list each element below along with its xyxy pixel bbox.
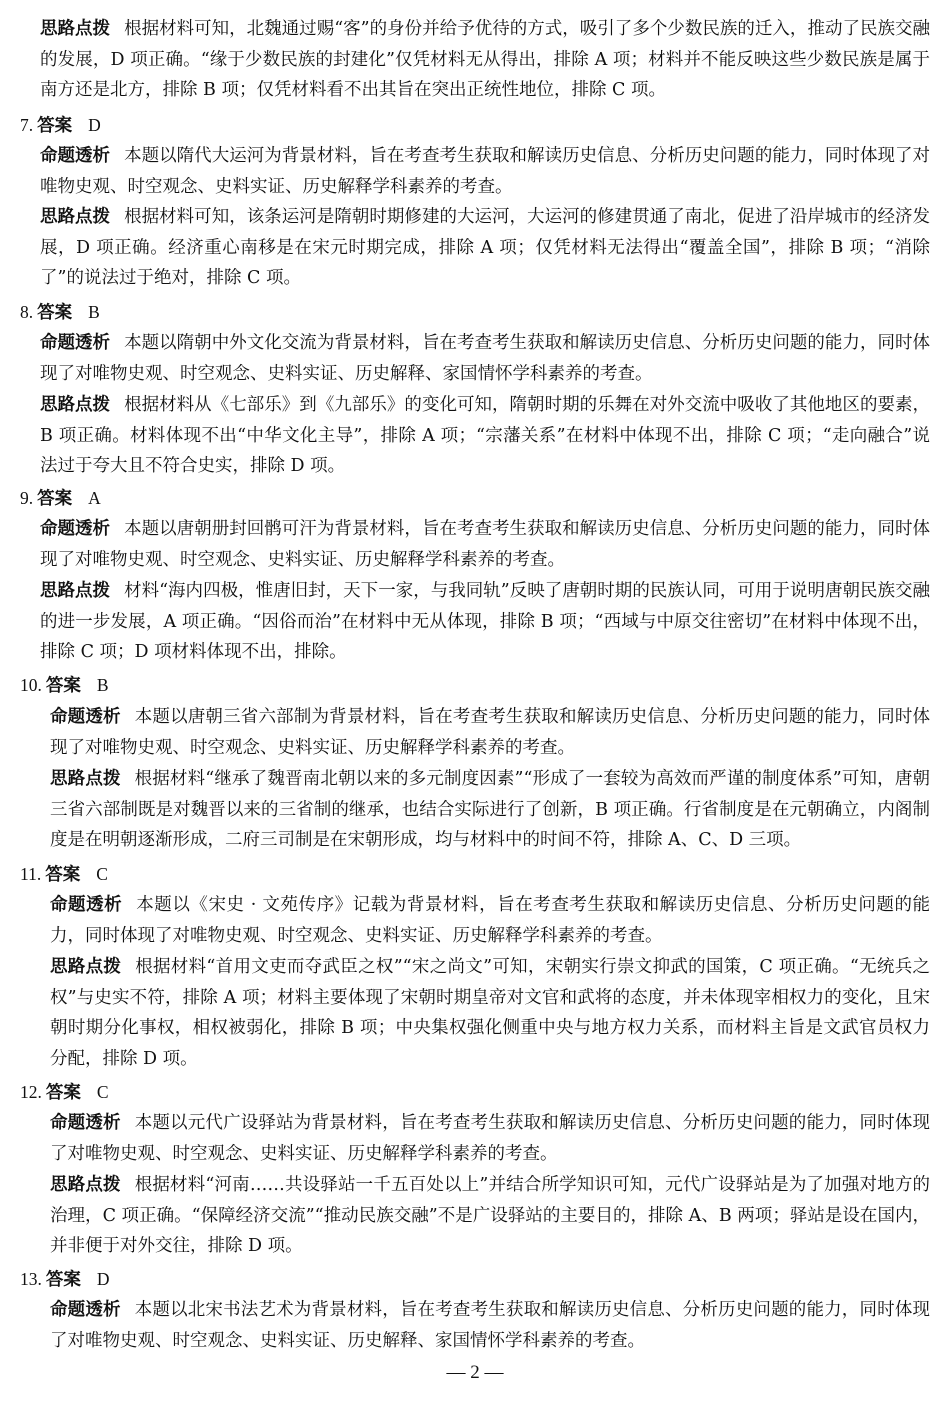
intent-text: 本题以隋朝中外文化交流为背景材料，旨在考查考生获取和解读历史信息、分析历史问题的能力，同时体现了对唯物史观、时空观念、史料实证、历史解释、家国情怀学科素养的考查。 — [40, 333, 931, 384]
question-13-intent — [50, 1295, 930, 1356]
answer-label: 答案 — [45, 1083, 81, 1103]
question-9-intent — [40, 514, 930, 575]
intent-label: 命题透析 — [50, 707, 121, 727]
answer-value: C — [96, 864, 108, 884]
reasoning-label: 思路点拨 — [40, 395, 111, 415]
reasoning-text: 材料“海内四极，惟唐旧封，天下一家，与我同轨”反映了唐朝时期的民族认同，可用于说明唐朝民族交融的进一步发展，A 项正确。“因俗而治”在材料中无从体现，排除 B 项；“西域与中原交往密切”在材料中体现不出，排除 C 项；D 项材料体现不出，排除。 — [40, 581, 931, 662]
reasoning-text: 根据材料可知，该条运河是隋朝时期修建的大运河，大运河的修建贯通了南北，促进了沿岸城市的经济发展，D 项正确。经济重心南移是在宋元时期完成，排除 A 项；仅凭材料无法得出“覆盖全国”，排除 B 项；“消除了”的说法过于绝对，排除 C 项。 — [40, 207, 931, 288]
question-7-intent — [40, 141, 930, 202]
question-number: 10. — [20, 675, 42, 695]
intent-label: 命题透析 — [40, 146, 111, 166]
question-8-header — [20, 297, 100, 328]
answer-value: D — [96, 1269, 110, 1289]
answer-value: B — [96, 675, 109, 695]
reasoning-text: 根据材料“河南……共设驿站一千五百处以上”并结合所学知识可知，元代广设驿站是为了加强对地方的治理，C 项正确。“保障经济交流”“推动民族交融”不是广设驿站的主要目的，排除 A、B 两项；驿站是设在国内，并非便于对外交往，排除 D 项。 — [50, 1175, 931, 1256]
answer-label: 答案 — [45, 865, 81, 885]
question-number: 13. — [20, 1269, 42, 1289]
question-8-intent — [40, 328, 930, 389]
question-11-header — [20, 859, 108, 890]
question-11-intent — [50, 890, 930, 951]
answer-label: 答案 — [37, 489, 73, 509]
question-number: 9. — [20, 488, 34, 508]
question-10-intent — [50, 702, 930, 763]
question-12-header — [20, 1077, 109, 1108]
intent-text: 本题以元代广设驿站为背景材料，旨在考查考生获取和解读历史信息、分析历史问题的能力，同时体现了对唯物史观、时空观念、史料实证、历史解释学科素养的考查。 — [50, 1113, 931, 1164]
intent-text: 本题以唐朝册封回鹘可汗为背景材料，旨在考查考生获取和解读历史信息、分析历史问题的能力，同时体现了对唯物史观、时空观念、史料实证、历史解释学科素养的考查。 — [40, 519, 931, 570]
answer-value: B — [88, 302, 100, 322]
intent-label: 命题透析 — [40, 333, 111, 353]
question-12-reasoning — [50, 1170, 930, 1262]
question-number: 7. — [20, 115, 34, 135]
answer-label: 答案 — [45, 676, 81, 696]
question-7-header — [20, 110, 101, 141]
question-10-header — [20, 670, 109, 701]
question-9-reasoning — [40, 576, 930, 668]
question-number: 12. — [20, 1082, 42, 1102]
intent-text: 本题以唐朝三省六部制为背景材料，旨在考查考生获取和解读历史信息、分析历史问题的能力，同时体现了对唯物史观、时空观念、史料实证、历史解释学科素养的考查。 — [50, 707, 931, 758]
answer-label: 答案 — [45, 1270, 81, 1290]
reasoning-label: 思路点拨 — [50, 1175, 121, 1195]
question-7-reasoning — [40, 202, 930, 294]
reasoning-text: 根据材料“首用文吏而夺武臣之权”“宋之尚文”可知，宋朝实行崇文抑武的国策，C 项正确。“无统兵之权”与史实不符，排除 A 项；材料主要体现了宋朝时期皇帝对文官和武将的态度，并未体现宰相权力的变化，且宋朝时期分化事权，相权被弱化，排除 B 项；中央集权强化侧重中央与地方权力关系，而材料主旨是文武官员权力分配，排除 D 项。 — [50, 957, 931, 1069]
intent-label: 命题透析 — [50, 895, 123, 915]
question-12-intent — [50, 1108, 930, 1169]
question-8-reasoning — [40, 390, 930, 482]
answer-label: 答案 — [37, 116, 73, 136]
answer-value: C — [96, 1082, 109, 1102]
reasoning-text: 根据材料从《七部乐》到《九部乐》的变化可知，隋朝时期的乐舞在对外交流中吸收了其他地区的要素，B 项正确。材料体现不出“中华文化主导”，排除 A 项；“宗藩关系”在材料中体现不出，排除 C 项；“走向融合”说法过于夸大且不符合史实，排除 D 项。 — [40, 395, 931, 476]
answer-value: A — [88, 488, 101, 508]
question-10-reasoning — [50, 764, 930, 856]
question-9-header — [20, 483, 101, 514]
reasoning-label: 思路点拨 — [50, 957, 122, 977]
intro-reasoning-paragraph — [40, 14, 930, 106]
reasoning-text: 根据材料可知，北魏通过赐“客”的身份并给予优待的方式，吸引了多个少数民族的迁入，推动了民族交融的发展，D 项正确。“缘于少数民族的封建化”仅凭材料无从得出，排除 A 项；材料并不能反映这些少数民族是属于南方还是北方，排除 B 项；仅凭材料看不出其旨在突出正统性地位，排除 C 项。 — [40, 19, 931, 100]
reasoning-label: 思路点拨 — [40, 207, 111, 227]
intent-text: 本题以《宋史 · 文苑传序》记载为背景材料，旨在考查考生获取和解读历史信息、分析历史问题的能力，同时体现了对唯物史观、时空观念、史料实证、历史解释学科素养的考查。 — [50, 895, 930, 946]
reasoning-label: 思路点拨 — [50, 769, 121, 789]
intent-label: 命题透析 — [50, 1300, 121, 1320]
reasoning-label: 思路点拨 — [40, 581, 111, 601]
answer-value: D — [88, 115, 101, 135]
question-13-header — [20, 1264, 110, 1295]
reasoning-text: 根据材料“继承了魏晋南北朝以来的多元制度因素”“形成了一套较为高效而严谨的制度体系”可知，唐朝三省六部制既是对魏晋以来的三省制的继承，也结合实际进行了创新，B 项正确。行省制度是在元朝确立，内阁制度是在明朝逐渐形成，二府三司制是在宋朝形成，均与材料中的时间不符，排除 A、C、D 三项。 — [50, 769, 930, 850]
intent-text: 本题以北宋书法艺术为背景材料，旨在考查考生获取和解读历史信息、分析历史问题的能力，同时体现了对唯物史观、时空观念、史料实证、历史解释、家国情怀学科素养的考查。 — [50, 1300, 931, 1351]
intent-label: 命题透析 — [50, 1113, 121, 1133]
question-number: 11. — [20, 864, 42, 884]
question-number: 8. — [20, 302, 34, 322]
intent-label: 命题透析 — [40, 519, 111, 539]
intent-text: 本题以隋代大运河为背景材料，旨在考查考生获取和解读历史信息、分析历史问题的能力，同时体现了对唯物史观、时空观念、史料实证、历史解释学科素养的考查。 — [40, 146, 931, 197]
answer-label: 答案 — [37, 303, 73, 323]
reasoning-label: 思路点拨 — [40, 19, 111, 39]
question-11-reasoning — [50, 952, 930, 1074]
page-number: — 2 — — [446, 1362, 504, 1383]
